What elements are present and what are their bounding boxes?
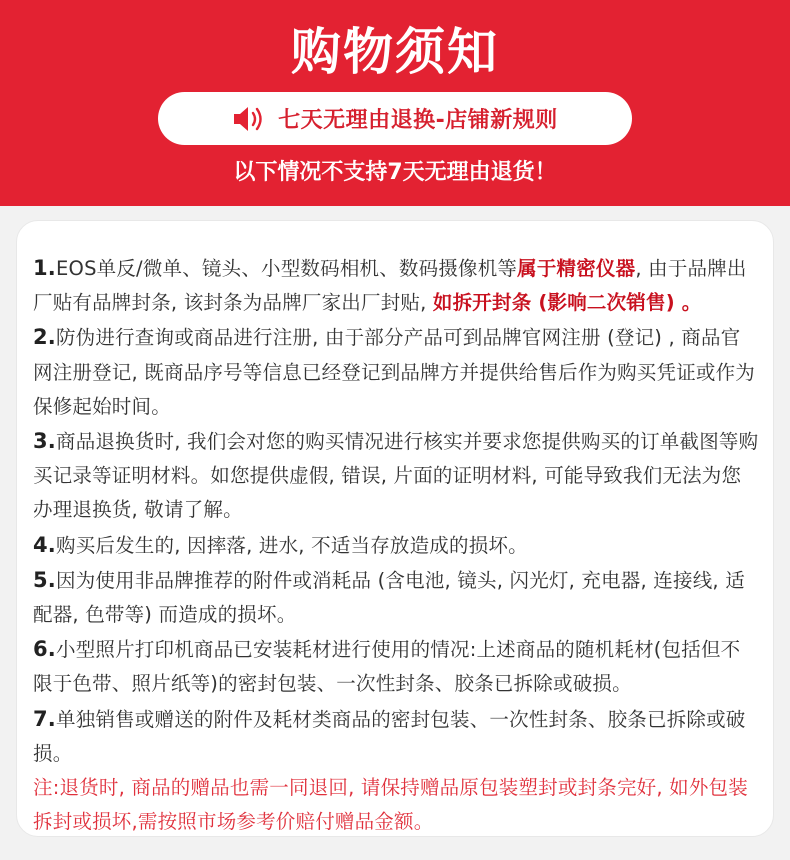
rule-number: 5.: [33, 567, 56, 592]
rule-text: 小型照片打印机商品已安装耗材进行使用的情况:上述商品的随机耗材(包括但不限于色带、照片纸等)的密封包装、一次性封条、胶条已拆除或破损。: [33, 638, 741, 696]
rule-text: EOS单反/微单、镜头、小型数码相机、数码摄像机等: [56, 257, 518, 280]
rule-highlight: 如拆开封条 (影响二次销售) 。: [432, 291, 702, 315]
rule-text: 防伪进行查询或商品进行注册, 由于部分产品可到品牌官网注册 (登记) , 商品官网注册登记, 既商品序号等信息已经登记到品牌方并提供给售后作为购买凭证或作为保修起始时间。: [33, 326, 755, 418]
rule-number: 1.: [33, 256, 56, 280]
rule-number: 7.: [33, 706, 56, 731]
rule-text: , 由于品牌出厂贴有品牌封条, 该封条为品牌厂家出厂封贴,: [33, 257, 747, 315]
rule-number: 6.: [33, 637, 56, 662]
rule-item-2: [33, 320, 759, 424]
rule-item-1: [33, 251, 759, 320]
page-title: 购物须知: [291, 23, 499, 81]
rule-text: 单独销售或赠送的附件及耗材类商品的密封包装、一次性封条、胶条已拆除或破损。: [33, 707, 746, 765]
rule-item-3: [33, 424, 759, 528]
rule-number: 2.: [33, 325, 56, 350]
rule-item-7: [33, 702, 759, 771]
rule-number: 4.: [33, 532, 56, 557]
header-banner: [0, 0, 790, 206]
rule-text: 因为使用非品牌推荐的附件或消耗品 (含电池, 镜头, 闪光灯, 充电器, 连接线, 适配器, 色带等) 而造成的损坏。: [33, 568, 745, 627]
rule-highlight: 属于精密仪器: [517, 257, 636, 280]
rule-item-4: [33, 528, 759, 563]
rule-number: 3.: [33, 429, 56, 454]
rule-banner-text: 七天无理由退换-店铺新规则: [278, 108, 558, 133]
rule-text: 购买后发生的, 因摔落, 进水, 不适当存放造成的损坏。: [56, 533, 528, 557]
rules-card: [16, 220, 774, 837]
page-subtitle: 以下情况不支持7天无理由退货！: [233, 160, 557, 185]
return-gift-note: 注:退货时, 商品的赠品也需一同退回, 请保持赠品原包装塑封或封条完好, 如外包装拆封或损坏,需按照市场参考价赔付赠品金额。: [33, 776, 748, 834]
speaker-icon: [232, 105, 266, 133]
rule-text: 商品退换货时, 我们会对您的购买情况进行核实并要求您提供购买的订单截图等购买记录等证明材料。如您提供虚假, 错误, 片面的证明材料, 可能导致我们无法为您办理退换货, 敬请了解。: [33, 430, 759, 522]
rule-item-6: [33, 632, 759, 701]
rule-item-5: [33, 563, 759, 632]
rule-banner-pill: [158, 92, 632, 145]
